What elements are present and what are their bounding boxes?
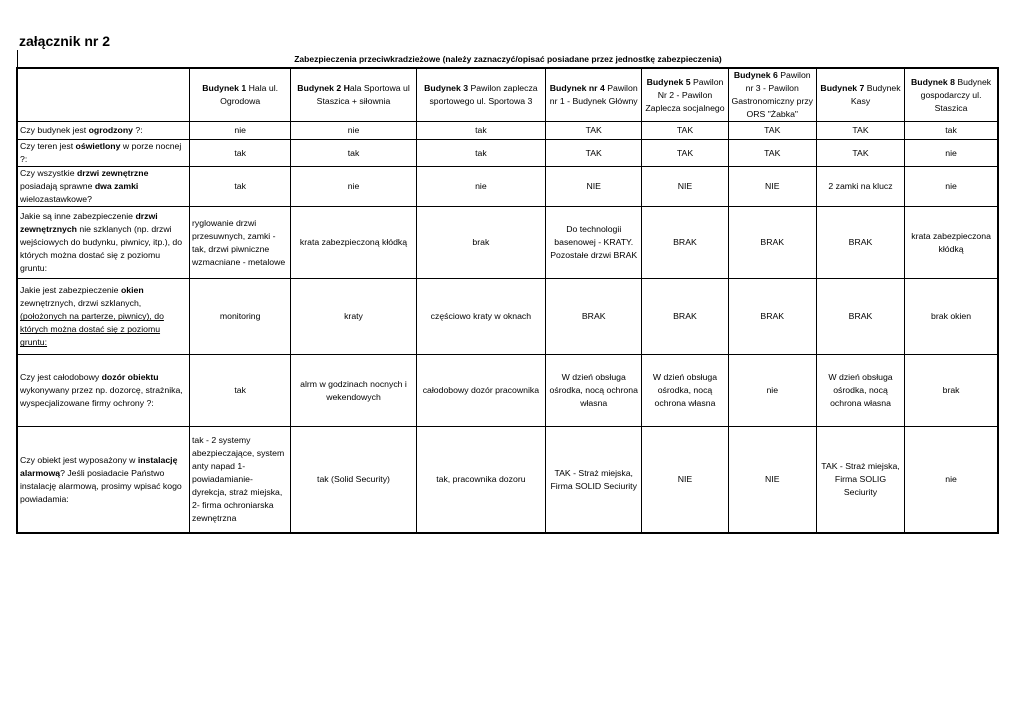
question-text: ogrodzony [88, 125, 133, 136]
question-cell [17, 122, 190, 140]
answer-cell-building-7: BRAK [816, 207, 904, 279]
question-text: Czy wszystkie [20, 168, 77, 179]
question-text: drzwi zewnętrzne [76, 168, 149, 179]
answer-cell-building-2: kraty [291, 279, 416, 355]
answer-cell-building-8: krata zabezpieczona kłódką [905, 207, 998, 279]
answer-cell-building-2: alrm w godzinach nocnych i wekendowych [291, 355, 416, 427]
question-cell [17, 427, 190, 533]
building-header-bold: Budynek 3 [424, 83, 469, 94]
answer-cell-building-7: BRAK [816, 279, 904, 355]
question-cell [17, 167, 190, 207]
question-text: dwa zamki [94, 181, 139, 192]
answer-cell-building-2: krata zabezpieczoną kłódką [291, 207, 416, 279]
answer-cell-building-6: TAK [728, 140, 816, 167]
answer-cell-building-6: NIE [728, 427, 816, 533]
question-text: (położonych na parterze, piwnicy), do których można dostać się z poziomu gruntu: [20, 311, 164, 348]
answer-cell-building-4: Do technologii basenowej - KRATY. Pozostałe drzwi BRAK [546, 207, 642, 279]
header-row [17, 68, 998, 122]
building-header-bold: Budynek 2 H [297, 83, 350, 94]
answer-cell-building-5: NIE [642, 167, 728, 207]
answer-cell-building-6: NIE [728, 167, 816, 207]
answer-cell-building-3: tak [416, 140, 545, 167]
answer-cell-building-3: brak [416, 207, 545, 279]
question-text: wykonywany przez np. dozorcę, strażnika, wyspecjalizowane firmy ochrony ?: [20, 385, 183, 409]
answer-cell-building-1: tak [190, 140, 291, 167]
answer-cell-building-3: nie [416, 167, 545, 207]
answer-cell-building-2: tak (Solid Security) [291, 427, 416, 533]
answer-cell-building-2: nie [291, 167, 416, 207]
answer-cell-building-5: TAK [642, 122, 728, 140]
answer-cell-building-5: TAK [642, 140, 728, 167]
question-cell [17, 207, 190, 279]
question-text: Czy jest całodobowy [20, 372, 102, 383]
answer-cell-building-7: 2 zamki na klucz [816, 167, 904, 207]
answer-cell-building-4: TAK - Straż miejska, Firma SOLID Seciurity [546, 427, 642, 533]
building-header-text: Hala ul. Ogrodowa [220, 83, 279, 107]
question-text: zewnętrznych, drzwi szklanych, [20, 298, 142, 309]
answer-cell-building-3: tak, pracownika dozoru [416, 427, 545, 533]
answer-cell-building-1: tak [190, 167, 291, 207]
answer-cell-building-3: całodobowy dozór pracownika [416, 355, 545, 427]
building-header-bold: Budynek 1 [202, 83, 247, 94]
security-table [16, 67, 999, 534]
building-header-text: Pawilon nr 1 - Budynek Główny [549, 83, 638, 107]
building-header-2 [291, 68, 416, 122]
document-title: załącznik nr 2 [19, 33, 111, 49]
answer-cell-building-1: nie [190, 122, 291, 140]
question-text: Czy teren jest [20, 141, 76, 152]
table-row [17, 167, 998, 207]
question-text: Jakie są inne zabezpieczenie [20, 211, 136, 222]
table-row [17, 355, 998, 427]
answer-cell-building-4: W dzień obsługa ośrodka, nocą ochrona własna [546, 355, 642, 427]
answer-cell-building-4: BRAK [546, 279, 642, 355]
question-text: oświetlony [75, 141, 121, 152]
question-text: w porze nocnej ?: [20, 141, 182, 165]
answer-cell-building-5: NIE [642, 427, 728, 533]
answer-cell-building-4: TAK [546, 122, 642, 140]
answer-cell-building-8: nie [905, 167, 998, 207]
answer-cell-building-6: BRAK [728, 279, 816, 355]
answer-cell-building-3: tak [416, 122, 545, 140]
building-header-1 [190, 68, 291, 122]
table-caption: Zabezpieczenia przeciwkradzieżowe (należy zaznaczyć/opisać posiadane przez jednostkę zabezpieczenia) [17, 50, 998, 68]
answer-cell-building-2: nie [291, 122, 416, 140]
answer-cell-building-1: ryglowanie drzwi przesuwnych, zamki - tak, drzwi piwniczne wzmacniane - metalowe [190, 207, 291, 279]
header-corner-cell [17, 68, 190, 122]
table-row [17, 122, 998, 140]
table-row [17, 427, 998, 533]
answer-cell-building-7: TAK - Straż miejska, Firma SOLIG Seciurity [816, 427, 904, 533]
answer-cell-building-6: BRAK [728, 207, 816, 279]
answer-cell-building-7: TAK [816, 122, 904, 140]
answer-cell-building-8: brak [905, 355, 998, 427]
answer-cell-building-4: TAK [546, 140, 642, 167]
building-header-3 [416, 68, 545, 122]
question-cell [17, 355, 190, 427]
building-header-bold: Budynek 7 [820, 83, 865, 94]
answer-cell-building-3: częściowo kraty w oknach [416, 279, 545, 355]
answer-cell-building-1: tak - 2 systemy abezpieczające, system anty napad 1- powiadamianie- dyrekcja, straż miejska, 2- firma ochroniarska zewnętrzna [190, 427, 291, 533]
question-text: ?: [132, 125, 143, 136]
answer-cell-building-5: W dzień obsługa ośrodka, nocą ochrona własna [642, 355, 728, 427]
building-header-text: Budynek gospodarczy ul. Staszica [920, 76, 992, 113]
question-text: drzwi zewnętrznych [20, 211, 158, 235]
question-text: nie szklanych (np. drzwi wejściowych do budynku, piwnicy, itp.), do których można dostać się z poziomu gruntu: [20, 224, 183, 274]
question-text: instalację alarmową [20, 454, 178, 478]
building-header-bold: Budynek 6 [733, 70, 778, 80]
building-header-bold: Budynek 8 [910, 76, 955, 87]
answer-cell-building-8: nie [905, 140, 998, 167]
question-cell [17, 140, 190, 167]
answer-cell-building-5: BRAK [642, 207, 728, 279]
answer-cell-building-1: monitoring [190, 279, 291, 355]
question-text: okien [120, 285, 144, 296]
answer-cell-building-7: W dzień obsługa ośrodka, nocą ochrona własna [816, 355, 904, 427]
question-cell [17, 279, 190, 355]
building-header-text: Pawilon nr 3 - Pawilon Gastronomiczny przy ORS "Żabka" [731, 70, 814, 120]
answer-cell-building-7: TAK [816, 140, 904, 167]
answer-cell-building-8: tak [905, 122, 998, 140]
question-text: posiadają sprawne [20, 181, 95, 192]
answer-cell-building-2: tak [291, 140, 416, 167]
building-header-7 [816, 68, 904, 122]
answer-cell-building-5: BRAK [642, 279, 728, 355]
answer-cell-building-1: tak [190, 355, 291, 427]
building-header-4 [546, 68, 642, 122]
building-header-text: Pawilon Nr 2 - Pawilon Zaplecza socjalnego [645, 76, 725, 113]
table-row [17, 140, 998, 167]
table-row [17, 207, 998, 279]
building-header-6 [728, 68, 816, 122]
question-text: Czy obiekt jest wyposażony w [20, 454, 138, 465]
table-row [17, 279, 998, 355]
building-header-text: Pawilon zaplecza sportowego ul. Sportowa 3 [429, 83, 538, 107]
answer-cell-building-8: brak okien [905, 279, 998, 355]
answer-cell-building-4: NIE [546, 167, 642, 207]
building-header-5 [642, 68, 728, 122]
question-text: dozór obiektu [101, 372, 159, 383]
building-header-text: Budynek Kasy [850, 83, 901, 107]
question-text: ? Jeśli posiadacie Państwo instalację alarmową, prosimy wpisać kogo powiadamia: [20, 467, 182, 504]
building-header-8 [905, 68, 998, 122]
question-text: Czy budynek jest [20, 125, 89, 136]
question-text: wielozastawkowe? [20, 194, 92, 205]
answer-cell-building-6: nie [728, 355, 816, 427]
question-text: Jakie jest zabezpieczenie [20, 285, 121, 296]
answer-cell-building-6: TAK [728, 122, 816, 140]
building-header-text: ala Sportowa ul Staszica + siłownia [316, 83, 410, 107]
building-header-bold: Budynek nr 4 [549, 83, 605, 94]
building-header-bold: Budynek 5 [646, 76, 691, 87]
answer-cell-building-8: nie [905, 427, 998, 533]
